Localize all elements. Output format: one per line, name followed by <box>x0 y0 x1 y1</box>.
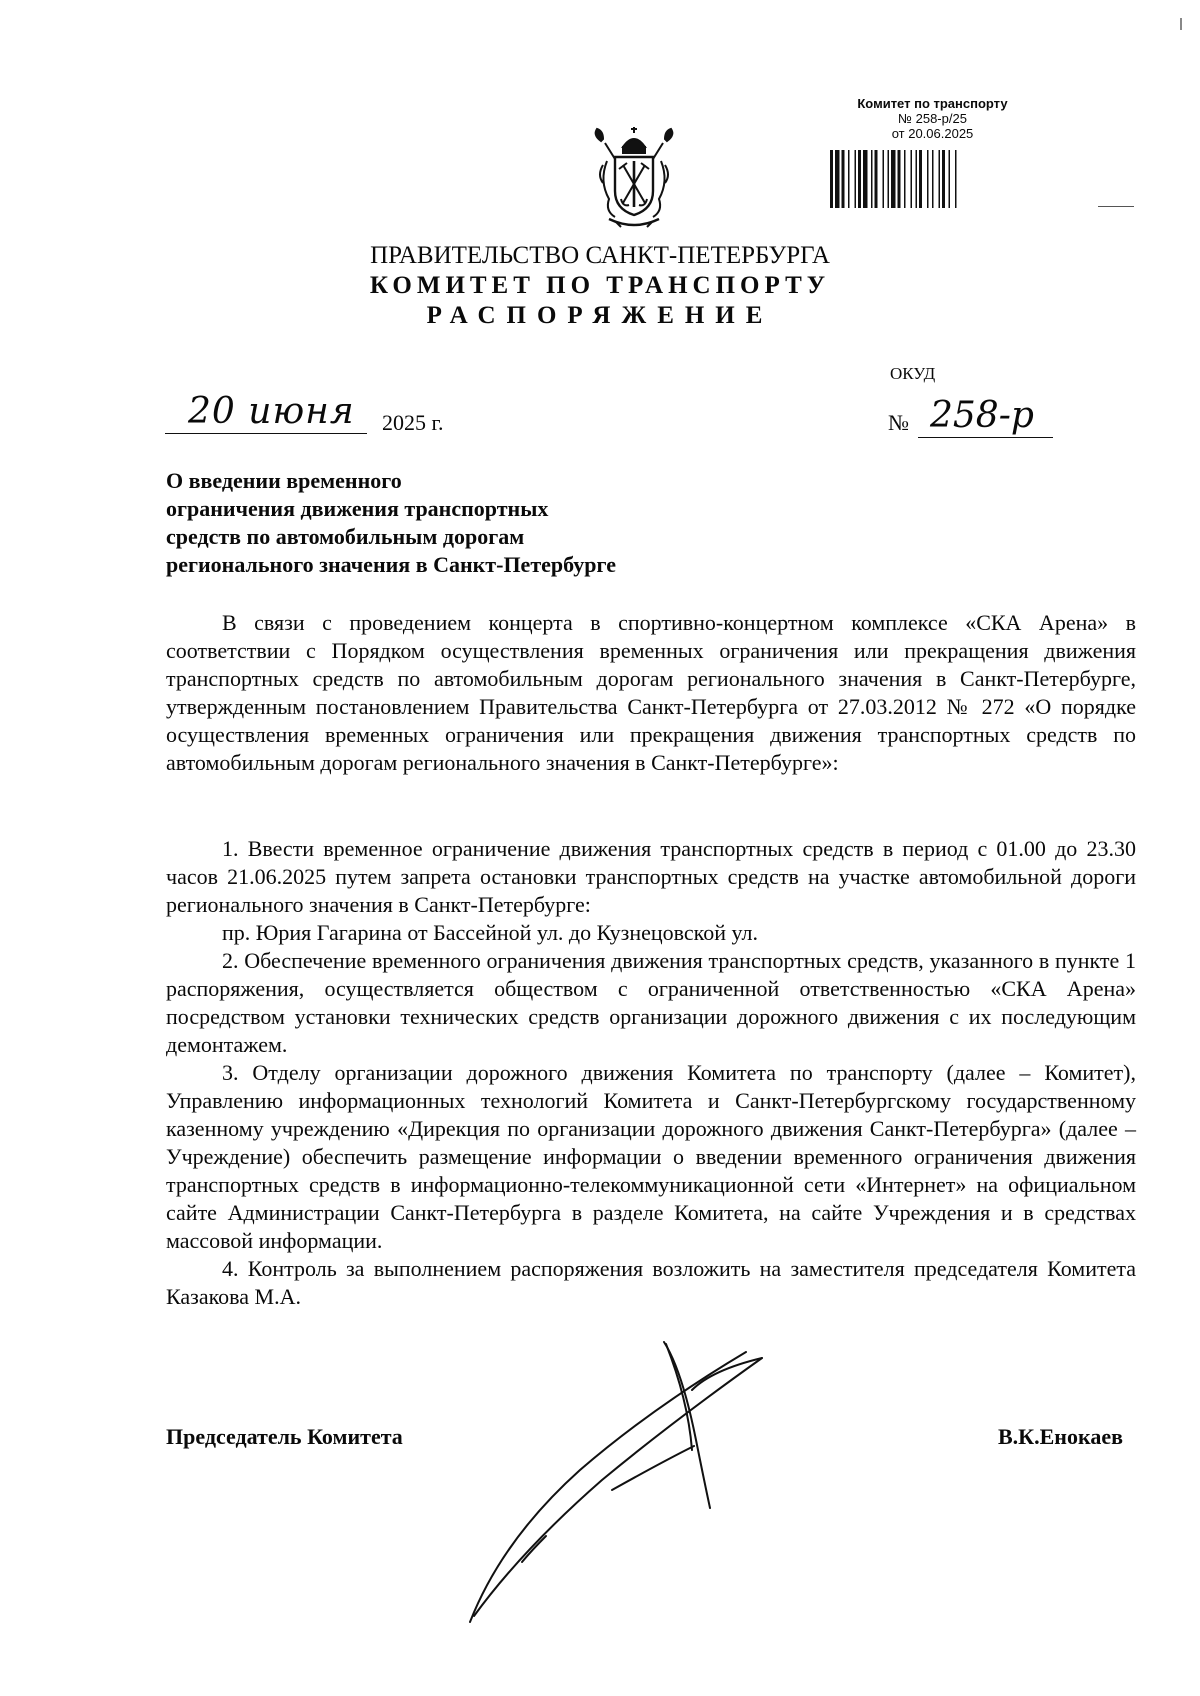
order-item-1-street: пр. Юрия Гагарина от Бассейной ул. до Кузнецовской ул. <box>222 920 759 945</box>
subject-line: регионального значения в Санкт-Петербурге <box>166 552 616 577</box>
stamp-date: от 20.06.2025 <box>891 126 974 141</box>
order-items <box>166 835 1136 1311</box>
coat-of-arms-icon <box>585 125 683 231</box>
barcode <box>830 150 1038 208</box>
number-sign: № <box>888 410 909 435</box>
order-item-2: 2. Обеспечение временного ограничения движения транспортных средств, указанного в пункте 1 распоряжения, осуществляется обществом с ограниченной ответственностью «СКА Арена» посредством установки технических средств организации дорожного движения с их последующим демонтажем. <box>166 948 1136 1057</box>
signatory-name: В.К.Енокаев <box>998 1424 1123 1449</box>
handwritten-signature <box>462 1330 792 1630</box>
stamp-dash <box>1098 206 1134 207</box>
document-subject <box>166 467 726 579</box>
okud-label: ОКУД <box>890 364 936 383</box>
registration-stamp <box>820 96 1045 141</box>
date-underline <box>165 433 367 434</box>
government-title: ПРАВИТЕЛЬСТВО САНКТ-ПЕТЕРБУРГА <box>370 242 830 269</box>
stamp-number: № 258-р/25 <box>898 111 967 126</box>
number-handwritten: 258-р <box>930 395 1034 436</box>
document-type-title: РАСПОРЯЖЕНИЕ <box>426 302 774 329</box>
preamble <box>166 609 1136 777</box>
order-item-1: 1. Ввести временное ограничение движения транспортных средств в период с 01.00 до 23.30 часов 21.06.2025 путем запрета остановки транспортных средств на участке автомобильной дороги регионального значения в Санкт-Петербурге: <box>166 836 1136 917</box>
subject-line: средств по автомобильным дорогам <box>166 524 525 549</box>
order-item-3: 3. Отделу организации дорожного движения Комитета по транспорту (далее – Комитет), Управлению информационных технологий Комитета и Санкт-Петербургскому государственному казенному учреждению «Дирекция по организации дорожного движения Санкт-Петербурга» (далее – Учреждение) обеспечить размещение информации о введении временного ограничения движения транспортных средств в информационно-телекоммуникационной сети «Интернет» на официальном сайте Администрации Санкт-Петербурга в разделе Комитета, на сайте Учреждения и в средствах массовой информации. <box>166 1060 1136 1253</box>
committee-title: КОМИТЕТ ПО ТРАНСПОРТУ <box>369 272 831 299</box>
order-item-4: 4. Контроль за выполнением распоряжения возложить на заместителя председателя Комитета Казакова М.А. <box>166 1256 1136 1309</box>
date-handwritten: 20 июня <box>188 391 355 432</box>
subject-line: О введении временного <box>166 468 402 493</box>
subject-line: ограничения движения транспортных <box>166 496 549 521</box>
scan-edge-mark <box>1180 18 1182 30</box>
number-underline <box>918 437 1053 438</box>
preamble-text: В связи с проведением концерта в спортивно-концертном комплексе «СКА Арена» в соответствии с Порядком осуществления временных ограничения или прекращения движения транспортных средств по автомобильным дорогам регионального значения в Санкт-Петербурге, утвержденным постановлением Правительства Санкт-Петербурга от 27.03.2012 № 272 «О порядке осуществления временных ограничения или прекращения движения транспортных средств по автомобильным дорогам регионального значения в Санкт-Петербурге»: <box>166 610 1136 775</box>
date-year: 2025 г. <box>382 410 444 435</box>
signatory-title: Председатель Комитета <box>166 1424 403 1449</box>
stamp-organization: Комитет по транспорту <box>857 96 1008 111</box>
